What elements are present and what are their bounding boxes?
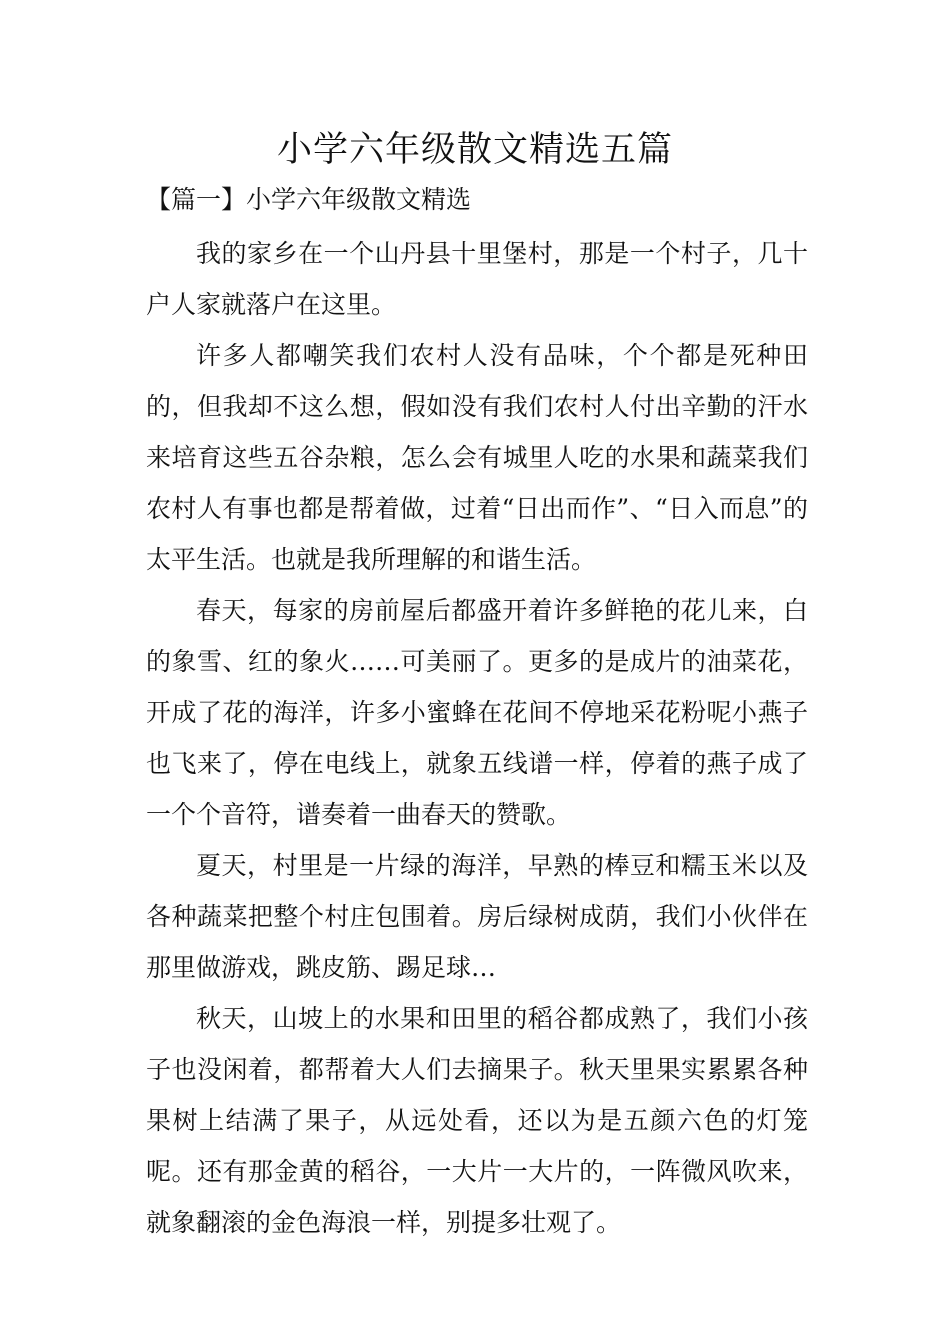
document-body [146, 228, 808, 1248]
paragraph: 夏天，村里是一片绿的海洋，早熟的棒豆和糯玉米以及各种蔬菜把整个村庄包围着。房后绿树成荫，我们小伙伴在那里做游戏，跳皮筋、踢足球… [146, 851, 808, 982]
section-heading: 【篇一】小学六年级散文精选 [146, 185, 472, 214]
document-title: 小学六年级散文精选五篇 [276, 130, 673, 170]
paragraph: 许多人都嘲笑我们农村人没有品味，个个都是死种田的，但我却不这么想，假如没有我们农村人付出辛勤的汗水来培育这些五谷杂粮，怎么会有城里人吃的水果和蔬菜我们农村人有事也都是帮着做，过着“日出而作”、“日入而息”的太平生活。也就是我所理解的和谐生活。 [146, 341, 808, 574]
paragraph: 秋天，山坡上的水果和田里的稻谷都成熟了，我们小孩子也没闲着，都帮着大人们去摘果子。秋天里果实累累各种果树上结满了果子，从远处看，还以为是五颜六色的灯笼呢。还有那金黄的稻谷，一大片一大片的，一阵微风吹来，就象翻滚的金色海浪一样，别提多壮观了。 [146, 1004, 808, 1237]
paragraph: 我的家乡在一个山丹县十里堡村，那是一个村子，几十户人家就落户在这里。 [146, 239, 808, 319]
paragraph: 春天，每家的房前屋后都盛开着许多鲜艳的花儿来，白的象雪、红的象火……可美丽了。更多的是成片的油菜花，开成了花的海洋，许多小蜜蜂在花间不停地采花粉呢小燕子也飞来了，停在电线上，就象五线谱一样，停着的燕子成了一个个音符，谱奏着一曲春天的赞歌。 [146, 596, 808, 829]
